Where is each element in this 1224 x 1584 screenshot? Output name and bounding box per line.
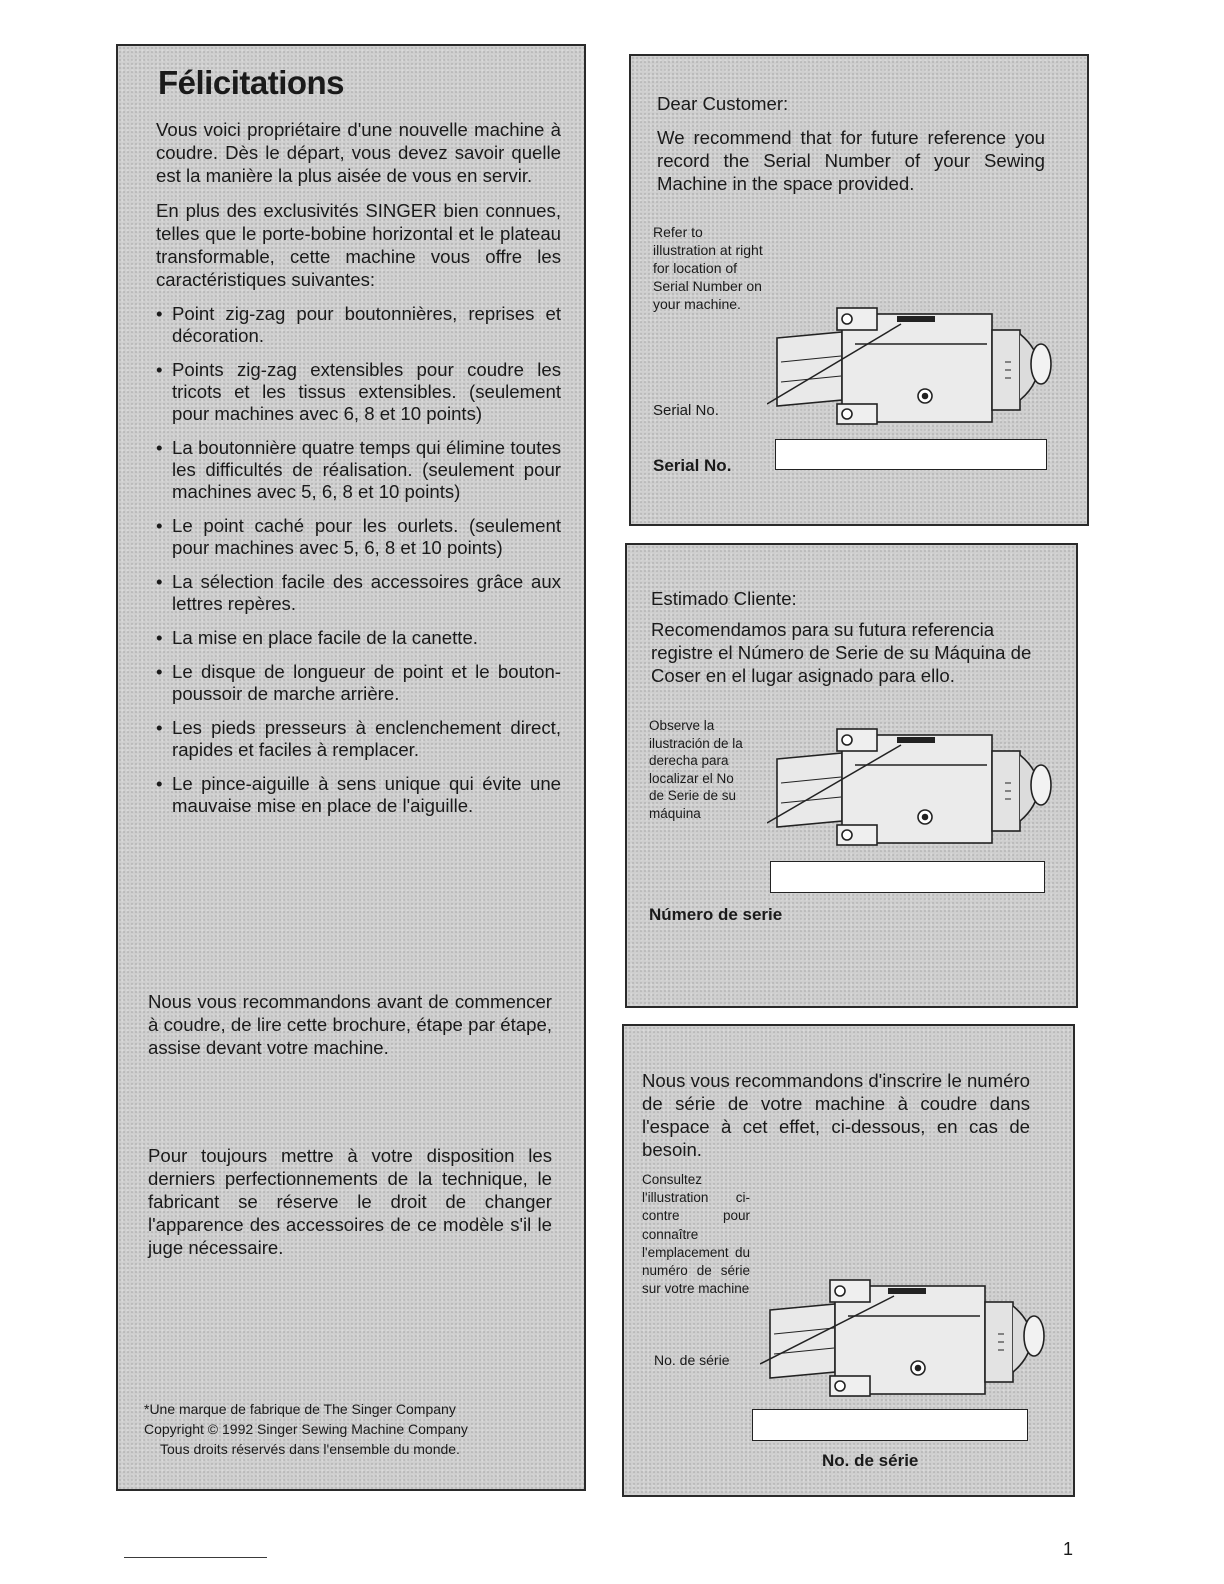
intro-paragraph: Vous voici propriétaire d'une nouvelle machine à coudre. Dès le départ, vous devez savoir quelle est la manière la plus aisée de vous en servir. (156, 119, 561, 186)
serial-number-field[interactable] (752, 1409, 1028, 1441)
bullet-icon: • (156, 717, 163, 738)
rights-paragraph: Pour toujours mettre à votre disposition les derniers perfectionnements de la technique, le fabricant se réserve le droit de changer l'apparence des accessoires de ce modèle s'il le juge nécessaire. (148, 1145, 552, 1258)
intro-text: We recommend that for future reference you record the Serial Number of your Sewing Machine in the space provided. (657, 127, 1045, 194)
location-note: Observe la ilustración de la derecha para localizar el No de Serie de su máquina (649, 718, 743, 821)
page-title: Félicitations (158, 64, 345, 101)
bullet-icon: • (156, 303, 163, 324)
serial-number-field[interactable] (770, 861, 1045, 893)
feature-item: • La boutonnière quatre temps qui élimine toutes les difficultés de réalisation. (seulement pour machines avec 5, 6, 8 et 10 points) (156, 437, 561, 502)
feature-item: • Les pieds presseurs à enclenchement direct, rapides et faciles à remplacer. (156, 717, 561, 760)
copyright-line: Copyright © 1992 Singer Sewing Machine Company (144, 1421, 468, 1437)
serial-label: No. de série (822, 1451, 919, 1470)
serial-label-small: Serial No. (653, 402, 719, 419)
footer-rule (124, 1557, 267, 1558)
location-note: Consultez l'illustration ci-contre pour connaître l'emplacement du numéro de série sur votre machine (642, 1172, 750, 1297)
bullet-icon: • (156, 359, 163, 380)
bullet-icon: • (156, 437, 163, 458)
english-serial-panel (629, 54, 1089, 526)
intro-body (156, 118, 561, 829)
intro-panel (116, 44, 586, 1491)
features-intro-paragraph: En plus des exclusivités SINGER bien connues, telles que le porte-bobine horizontal et le plateau transformable, cette machine vous offre les caractéristiques suivantes: (156, 200, 561, 290)
reading-advice-paragraph: Nous vous recommandons avant de commencer à coudre, de lire cette brochure, étape par étape, assise devant votre machine. (148, 991, 552, 1058)
machine-diagram-icon (767, 304, 1067, 429)
feature-item: • Point zig-zag pour boutonnières, reprises et décoration. (156, 303, 561, 346)
serial-label: Número de serie (649, 905, 783, 924)
location-note: Refer to illustration at right for location of Serial Number on your machine. (653, 224, 763, 312)
bullet-icon: • (156, 773, 163, 794)
serial-label: Serial No. (653, 456, 732, 475)
greeting: Dear Customer: (657, 93, 789, 114)
trademark-note: *Une marque de fabrique de The Singer Company (144, 1401, 456, 1417)
intro-text: Recomendamos para su futura referencia registre el Número de Serie de su Máquina de Coser en el lugar asignado para ello. (651, 619, 1032, 686)
feature-item: • Le pince-aiguille à sens unique qui évite une mauvaise mise en place de l'aiguille. (156, 773, 561, 816)
page-number: 1 (1063, 1539, 1074, 1559)
feature-item: • La mise en place facile de la canette. (156, 627, 478, 648)
intro-text: Nous vous recommandons d'inscrire le numéro de série de votre machine à coudre dans l'espace à cet effet, ci-dessous, en cas de besoin. (642, 1070, 1030, 1160)
greeting: Estimado Cliente: (651, 588, 797, 609)
bullet-icon: • (156, 571, 163, 592)
feature-item: • Le disque de longueur de point et le bouton-poussoir de marche arrière. (156, 661, 561, 704)
bullet-icon: • (156, 515, 163, 536)
french-serial-panel (622, 1024, 1075, 1497)
serial-number-field[interactable] (775, 439, 1047, 470)
machine-diagram-icon (767, 725, 1067, 850)
spanish-serial-panel (625, 543, 1078, 1008)
copyright-footer (144, 1399, 554, 1459)
bullet-icon: • (156, 661, 163, 682)
feature-item: • Le point caché pour les ourlets. (seulement pour machines avec 5, 6, 8 et 10 points) (156, 515, 561, 558)
rights-reserved-line: Tous droits réservés dans l'ensemble du monde. (160, 1441, 460, 1457)
machine-diagram-icon (760, 1276, 1060, 1401)
serial-label-small: No. de série (654, 1352, 730, 1368)
feature-item: • La sélection facile des accessoires grâce aux lettres repères. (156, 571, 561, 614)
feature-item: • Points zig-zag extensibles pour coudre les tricots et les tissus extensibles. (seulement pour machines avec 6, 8 et 10 points) (156, 359, 561, 424)
feature-list (156, 303, 561, 817)
bullet-icon: • (156, 627, 163, 648)
